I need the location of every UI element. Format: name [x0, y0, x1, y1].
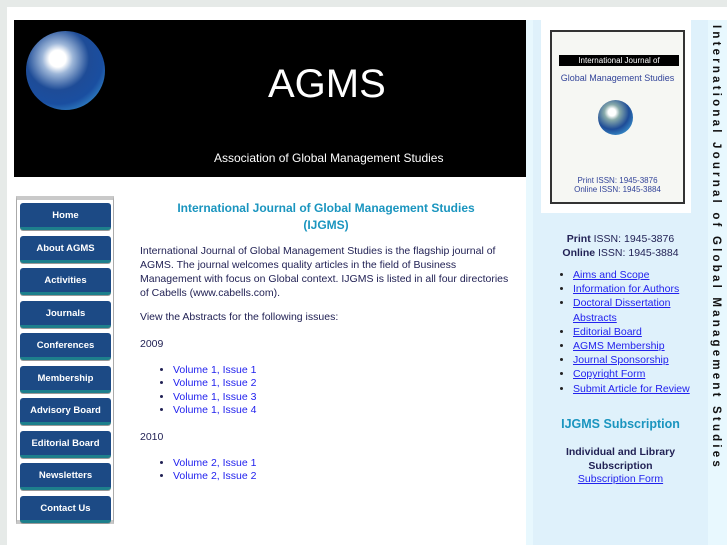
list-item — [173, 391, 512, 404]
subscription-heading: IJGMS Subscription — [561, 417, 680, 431]
sidebar-link[interactable]: Editorial Board — [573, 325, 642, 338]
list-item — [573, 325, 708, 339]
sidebar-link[interactable]: Submit Article for Review — [573, 382, 690, 395]
nav-journals[interactable]: Journals — [20, 301, 111, 328]
issue-link[interactable]: Volume 2, Issue 1 — [173, 457, 257, 470]
list-item — [573, 268, 708, 282]
journal-cover[interactable] — [550, 30, 685, 204]
cover-title: International Journal of — [559, 55, 679, 66]
journal-links — [573, 268, 708, 396]
nav-contact-us[interactable]: Contact Us — [20, 496, 111, 523]
main-content — [140, 200, 512, 484]
nav-editorial-board[interactable]: Editorial Board — [20, 431, 111, 458]
nav-newsletters[interactable]: Newsletters — [20, 463, 111, 490]
sidebar-link[interactable]: Information for Authors — [573, 283, 680, 296]
nav-activities[interactable]: Activities — [20, 268, 111, 295]
nav-advisory-board[interactable]: Advisory Board — [20, 398, 111, 425]
issue-link[interactable]: Volume 1, Issue 2 — [173, 377, 257, 390]
list-item — [573, 296, 708, 324]
sidebar-link[interactable]: Copyright Form — [573, 368, 646, 381]
sidebar-link[interactable]: Journal Sponsorship — [573, 354, 669, 367]
cover-issn: Print ISSN: 1945-3876 Online ISSN: 1945-3884 — [574, 176, 661, 194]
page-title: International Journal of Global Management Studies (IJGMS) — [177, 201, 475, 232]
list-item — [573, 339, 708, 353]
list-item — [573, 353, 708, 367]
sidebar-link[interactable]: Aims and Scope — [573, 269, 650, 281]
issue-link[interactable]: Volume 2, Issue 2 — [173, 470, 257, 483]
globe-icon — [598, 100, 633, 135]
nav-home[interactable]: Home — [20, 203, 111, 230]
nav-conferences[interactable]: Conferences — [20, 333, 111, 360]
list-item — [173, 470, 512, 483]
list-item — [173, 457, 512, 470]
list-item — [573, 382, 708, 396]
issue-list — [173, 457, 512, 484]
subscription-text: Individual and Library Subscription — [565, 446, 676, 472]
sidebar-link[interactable]: AGMS Membership — [573, 340, 665, 353]
list-item — [173, 404, 512, 417]
subscription-form-link[interactable]: Subscription Form — [577, 473, 664, 485]
sidebar-link[interactable]: Doctoral Dissertation Abstracts — [573, 297, 671, 324]
list-item — [573, 367, 708, 381]
issue-link[interactable]: Volume 1, Issue 1 — [173, 364, 257, 376]
year-label: 2009 — [140, 338, 164, 350]
intro-text: International Journal of Global Management Studies is the flagship journal of AGMS. The journal welcomes quality articles in the field of Business Management with focus on Global context. IJGMS is listed in all four directories of Cabells (www.cabells.com). — [140, 245, 509, 299]
issue-list — [173, 364, 512, 417]
list-item — [173, 377, 512, 390]
site-subtitle: Association of Global Management Studies — [214, 151, 444, 165]
nav-membership[interactable]: Membership — [20, 366, 111, 393]
globe-logo — [26, 31, 105, 110]
list-item — [173, 364, 512, 377]
issue-link[interactable]: Volume 1, Issue 4 — [173, 403, 257, 416]
year-label: 2010 — [140, 431, 164, 444]
vertical-journal-title: International Journal of Global Management Studies — [710, 25, 722, 470]
site-title: AGMS — [268, 62, 386, 106]
issue-link[interactable]: Volume 1, Issue 3 — [173, 390, 257, 403]
cover-subtitle: Global Management Studies — [560, 73, 675, 83]
view-text: View the Abstracts for the following issues: — [140, 311, 339, 323]
list-item — [573, 282, 708, 296]
nav-menu — [16, 196, 114, 524]
issn-info: Print ISSN: 1945-3876 Online ISSN: 1945-3884 — [562, 233, 679, 259]
nav-about-agms[interactable]: About AGMS — [20, 236, 111, 263]
